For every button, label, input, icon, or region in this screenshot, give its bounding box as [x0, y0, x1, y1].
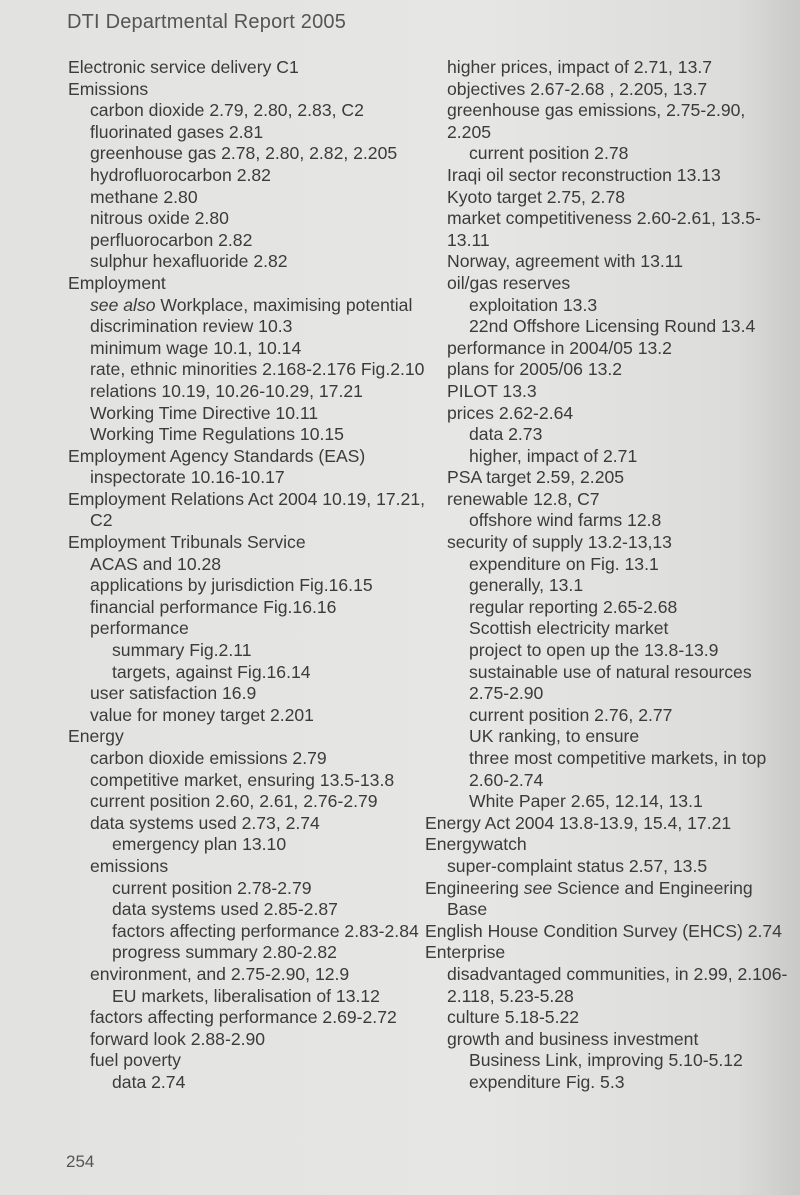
index-entry: Energywatch: [425, 834, 527, 855]
index-entry: security of supply 13.2-13,13: [447, 532, 672, 553]
index-entry: current position 2.60, 2.61, 2.76-2.79: [90, 791, 378, 812]
index-entry: expenditure on Fig. 13.1: [469, 553, 659, 574]
index-entry: data 2.74: [112, 1071, 186, 1092]
index-entry: sulphur hexafluoride 2.82: [90, 251, 288, 272]
index-entry: Kyoto target 2.75, 2.78: [447, 186, 626, 207]
index-entry: higher prices, impact of 2.71, 13.7: [447, 57, 713, 77]
index-entry: progress summary 2.80-2.82: [112, 942, 337, 963]
index-entry: targets, against Fig.16.14: [112, 661, 311, 682]
index-entry: performance: [90, 618, 189, 639]
index-entry: ACAS and 10.28: [90, 553, 222, 574]
index-entry: factors affecting performance 2.69-2.72: [90, 1007, 397, 1028]
index-entry: Base: [447, 899, 488, 920]
index-entry: renewable 12.8, C7: [447, 488, 600, 509]
index-entry: relations 10.19, 10.26-10.29, 17.21: [90, 380, 363, 401]
index-entry: value for money target 2.201: [90, 704, 314, 725]
index-entry: data 2.73: [469, 424, 543, 445]
index-entry: super-complaint status 2.57, 13.5: [447, 855, 708, 876]
index-entry: current position 2.76, 2.77: [469, 704, 673, 725]
index-entry: factors affecting performance 2.83-2.84: [112, 920, 419, 941]
index-entry: Enterprise: [425, 942, 506, 963]
index-entry: summary Fig.2.11: [112, 640, 252, 661]
index-entry: perfluorocarbon 2.82: [90, 229, 253, 250]
index-entry: Employment Relations Act 2004 10.19, 17.21,: [68, 488, 425, 509]
index-entry: greenhouse gas 2.78, 2.80, 2.82, 2.205: [90, 143, 398, 164]
index-entry: 22nd Offshore Licensing Round 13.4: [469, 316, 756, 337]
index-entry: rate, ethnic minorities 2.168-2.176 Fig.2.10: [90, 359, 425, 380]
index-column-right: [425, 57, 795, 1094]
index-entry: environment, and 2.75-2.90, 12.9: [90, 963, 350, 984]
index-entry: Norway, agreement with 13.11: [447, 251, 684, 272]
index-entry: forward look 2.88-2.90: [90, 1028, 266, 1049]
index-entry: Scottish electricity market: [469, 618, 669, 639]
index-entry: 2.205: [447, 121, 492, 142]
index-entry: PSA target 2.59, 2.205: [447, 467, 625, 488]
index-entry: greenhouse gas emissions, 2.75-2.90,: [447, 100, 746, 121]
index-entry: emissions: [90, 855, 169, 876]
index-entry: project to open up the 13.8-13.9: [469, 640, 719, 661]
index-entry: White Paper 2.65, 12.14, 13.1: [469, 791, 703, 812]
index-entry: Electronic service delivery C1: [68, 57, 299, 77]
index-entry: competitive market, ensuring 13.5-13.8: [90, 769, 395, 790]
index-entry: three most competitive markets, in top: [469, 748, 767, 768]
index-entry: C2: [90, 510, 113, 531]
index-entry: Business Link, improving 5.10-5.12: [469, 1050, 743, 1071]
page-header-title: DTI Departmental Report 2005: [67, 11, 347, 33]
index-entry: emergency plan 13.10: [112, 834, 287, 855]
index-entry: sustainable use of natural resources: [469, 661, 752, 682]
index-entry: regular reporting 2.65-2.68: [469, 596, 678, 617]
index-entry: nitrous oxide 2.80: [90, 208, 229, 229]
index-entry: objectives 2.67-2.68 , 2.205, 13.7: [447, 78, 708, 99]
index-entry: inspectorate 10.16-10.17: [90, 467, 285, 488]
index-column-left: [68, 57, 425, 1094]
index-entry: carbon dioxide emissions 2.79: [90, 748, 327, 768]
index-entry: financial performance Fig.16.16: [90, 596, 337, 617]
index-entry: 2.75-2.90: [469, 683, 544, 704]
index-entry: culture 5.18-5.22: [447, 1007, 580, 1028]
index-entry: Energy: [68, 726, 124, 747]
index-entry: Working Time Regulations 10.15: [90, 424, 344, 445]
index-entry: English House Condition Survey (EHCS) 2.74: [425, 920, 782, 941]
index-entry: methane 2.80: [90, 186, 198, 207]
index-entry: exploitation 13.3: [469, 294, 598, 315]
index-entry: expenditure Fig. 5.3: [469, 1071, 625, 1092]
index-entry: Emissions: [68, 78, 149, 99]
index-entry: market competitiveness 2.60-2.61, 13.5-: [447, 208, 761, 229]
index-entry: offshore wind farms 12.8: [469, 510, 662, 531]
index-entry: see also Workplace, maximising potential: [90, 294, 413, 315]
index-entry: discrimination review 10.3: [90, 316, 293, 337]
index-entry: EU markets, liberalisation of 13.12: [112, 985, 380, 1006]
index-entry: Employment: [68, 272, 166, 293]
index-entry: data systems used 2.73, 2.74: [90, 812, 320, 833]
index-entry: generally, 13.1: [469, 575, 584, 596]
index-entry: oil/gas reserves: [447, 272, 571, 293]
index-entry: plans for 2005/06 13.2: [447, 359, 623, 380]
index-entry: data systems used 2.85-2.87: [112, 899, 338, 920]
index-entry: 13.11: [447, 229, 490, 250]
index-entry: current position 2.78-2.79: [112, 877, 312, 898]
index-entry: 2.118, 5.23-5.28: [447, 985, 574, 1006]
index-entry: 2.60-2.74: [469, 769, 544, 790]
index-entry: hydrofluorocarbon 2.82: [90, 164, 271, 185]
index-entry: Employment Agency Standards (EAS): [68, 445, 366, 466]
index-entry: Engineering see Science and Engineering: [425, 877, 753, 898]
index-entry: performance in 2004/05 13.2: [447, 337, 672, 358]
index-entry: applications by jurisdiction Fig.16.15: [90, 575, 373, 596]
index-entry: current position 2.78: [469, 143, 629, 164]
index-entry: disadvantaged communities, in 2.99, 2.106-: [447, 963, 788, 984]
index-entry: growth and business investment: [447, 1028, 699, 1049]
index-entry: minimum wage 10.1, 10.14: [90, 337, 302, 358]
index-entry: prices 2.62-2.64: [447, 402, 574, 423]
index-entry: Energy Act 2004 13.8-13.9, 15.4, 17.21: [425, 812, 732, 833]
index-entry: fluorinated gases 2.81: [90, 121, 264, 142]
index-entry: Working Time Directive 10.11: [90, 402, 319, 423]
page-number: 254: [66, 1152, 95, 1171]
index-entry: fuel poverty: [90, 1050, 181, 1071]
index-entry: carbon dioxide 2.79, 2.80, 2.83, C2: [90, 100, 364, 121]
index-entry: Iraqi oil sector reconstruction 13.13: [447, 164, 721, 185]
index-entry: PILOT 13.3: [447, 380, 537, 401]
index-entry: higher, impact of 2.71: [469, 445, 638, 466]
index-entry: Employment Tribunals Service: [68, 532, 306, 553]
index-entry: user satisfaction 16.9: [90, 683, 257, 704]
index-entry: UK ranking, to ensure: [469, 726, 640, 747]
